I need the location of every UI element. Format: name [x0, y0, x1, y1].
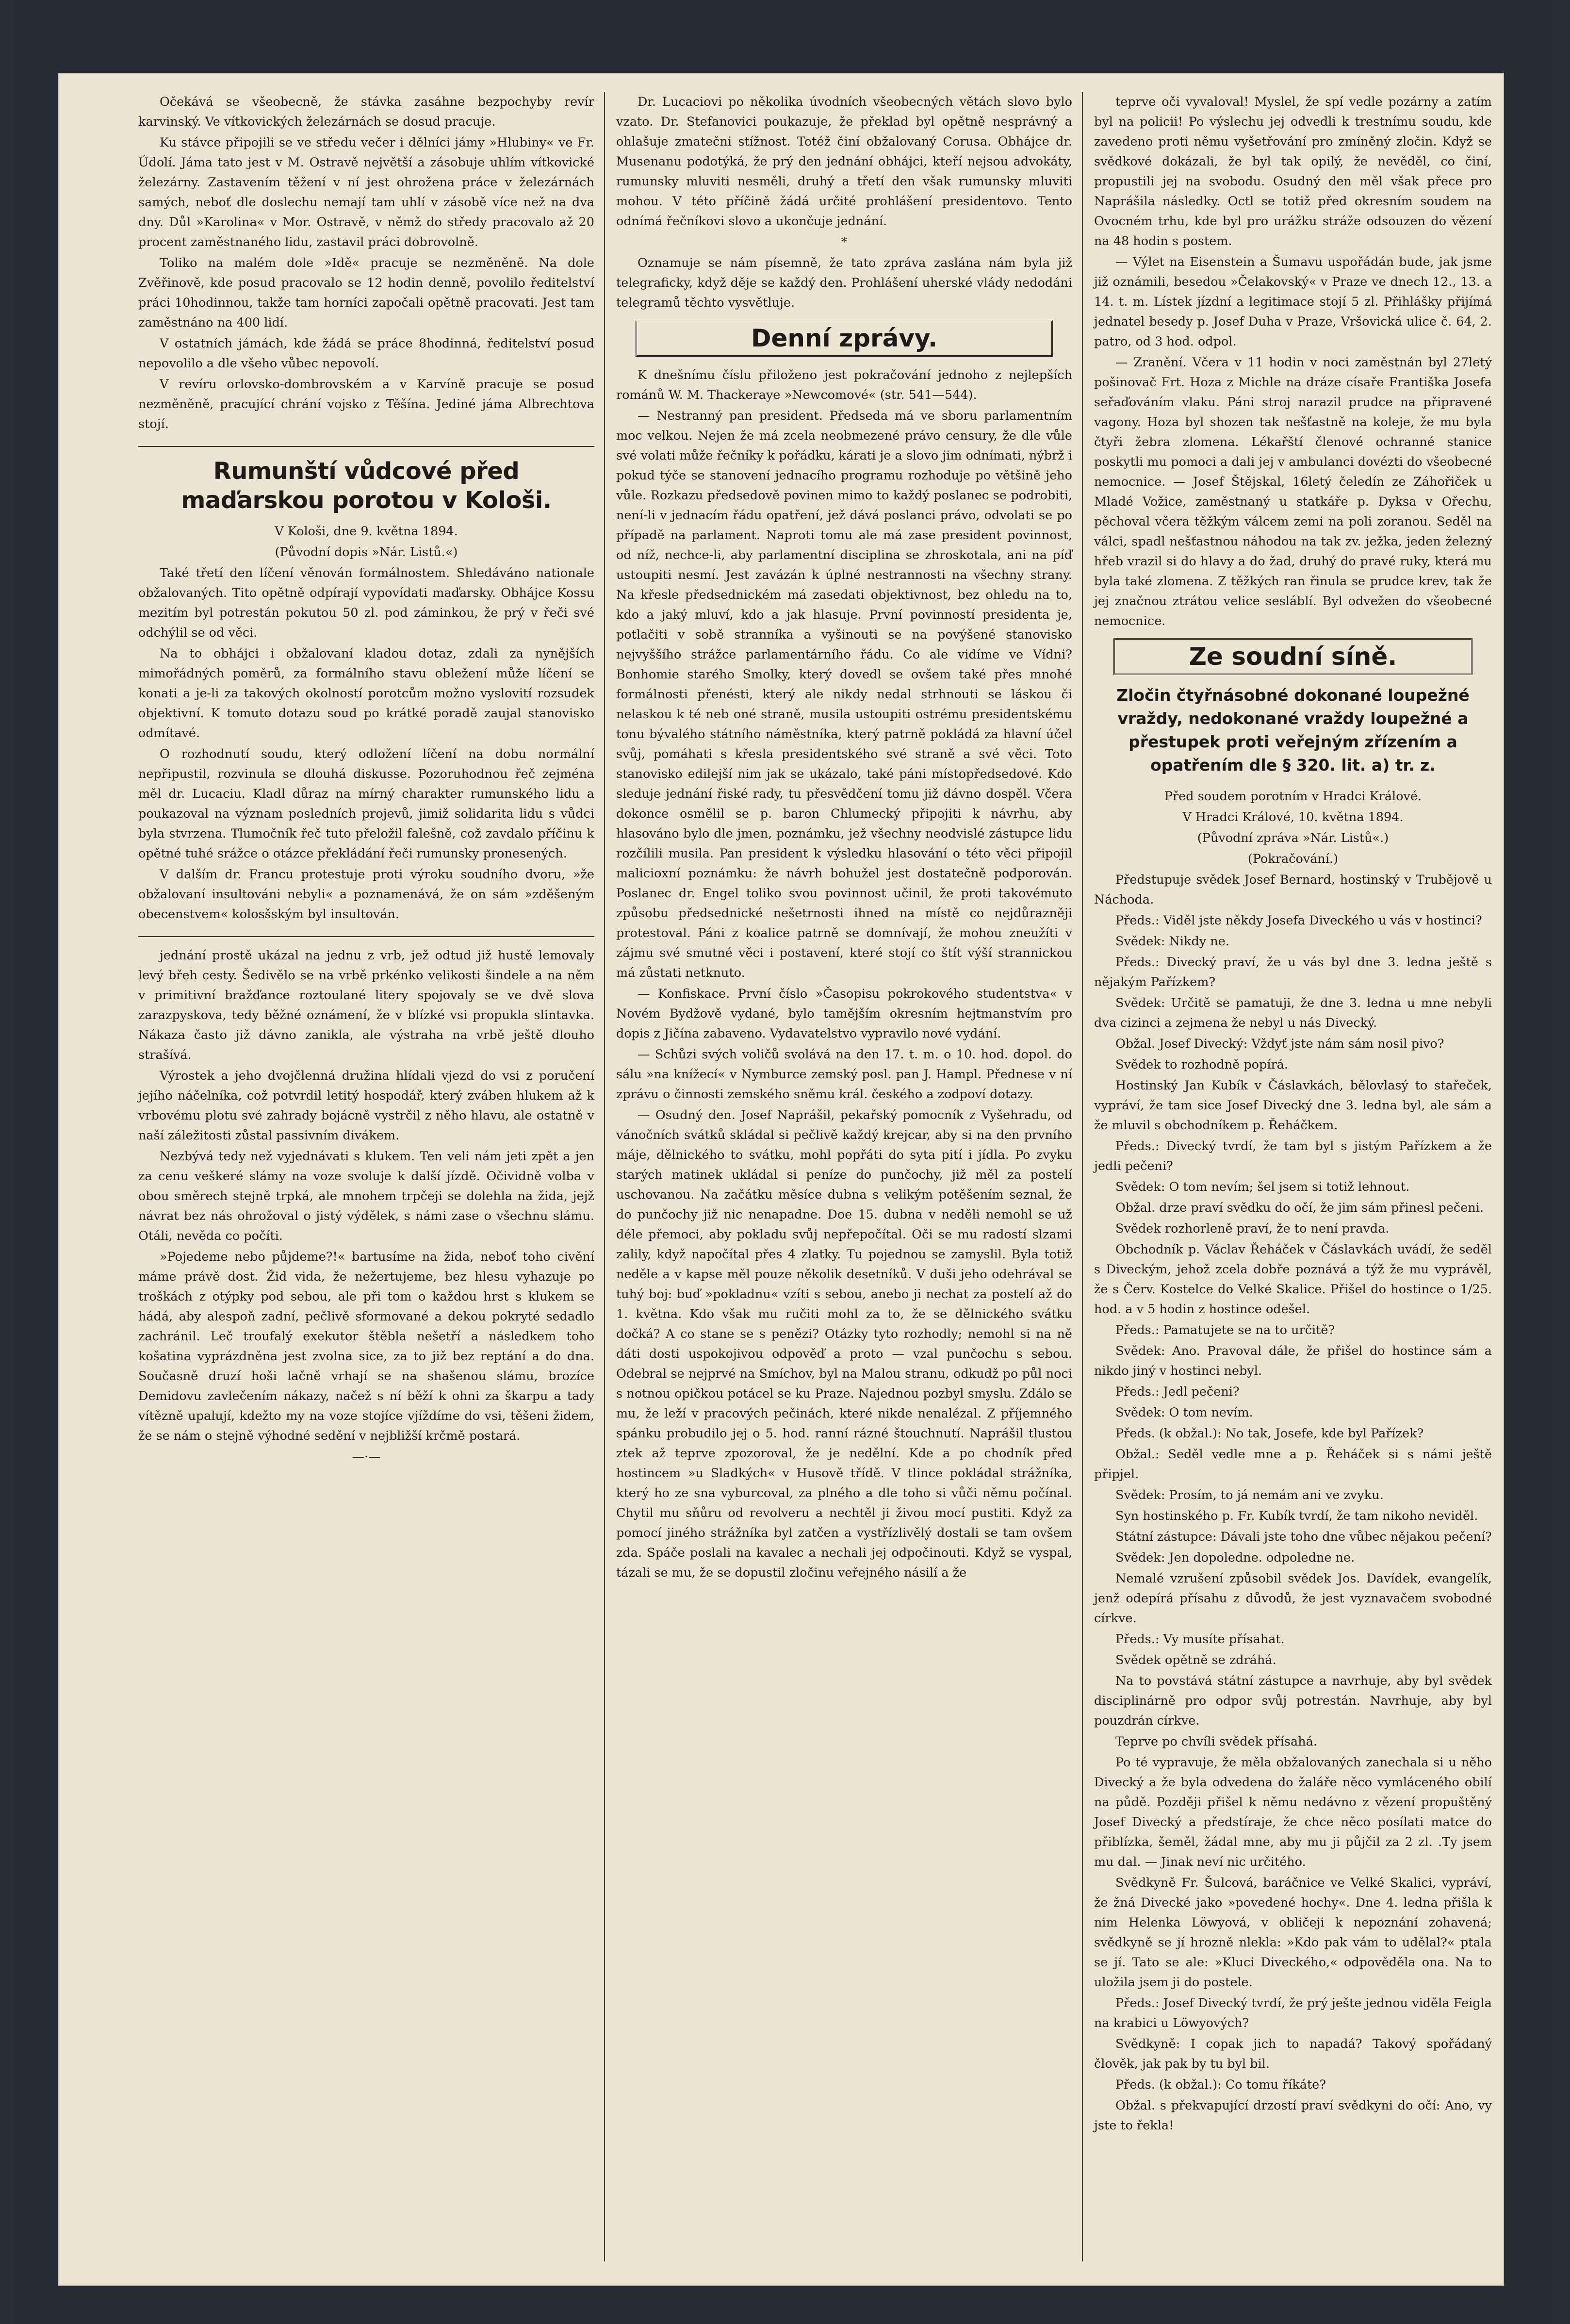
- transcript-line: Svědek: Jen dopoledne. odpoledne ne.: [1115, 1550, 1355, 1565]
- paragraph: Toliko na malém dole »Idě« pracuje se nezměněně. Na dole Zvěřinově, kde posud pracovalo se 12 hodin denně, povolilo ředitelství práci 10hodinnou, takže tam horníci započali opětně pracovati. Jest tam zaměstnáno na 400 lidí.: [138, 256, 594, 330]
- article-headline: Rumunští vůdcové před maďarskou porotou v Kološi.: [181, 458, 552, 514]
- news-item: — Nestranný pan president. Předseda má ve sboru parlamentním moc velkou. Nejen že má zcela neobmezené právo censury, že dle vůle své volati může řečníky k pořádku, kárati je a slovo jim odnímati, nýbrž i pokud týče se stanovení jednacího programu rozhoduje po většině jeho vůle. Rozkazu předsedově povinen mimo to každý poslanec se podrobiti, není-li v jednacím řádu opatření, jež dává poslanci právo, odvolati se po případě na parlament. Naproti tomu ale má zase president povinnost, od níž, nechce-li, aby parlamentní disciplina se zhroskotala, ani na píď ustoupiti nesmí. Jest zavázán k úplné nestrannosti na všechny strany. Na křesle předsednickém má zasedati objektivnost, bez ohledu na to, kdo a jaký mluví, kdo a jak hlasuje. První povinností presidenta je, potlačiti v sobě stranníka a vyšinouti se na povýšené stanovisko nejvyššího strážce parlamentárního řádu. Co ale vidíme ve Vídni? Bonhomie starého Smolky, který dovedl se ovšem také přes mnohé formálnosti přenésti, který ale nikdy nedal strhnouti se láskou či nelaskou k té neb oné straně, musila ustoupiti ostrému presidentskému tonu bývalého státního náměstníka, který patrně pokládá za hlavní účel svůj, pomáhati s křesla presidentského své straně a své věci. Toto stanovisko edilejší nim jak se ukázalo, také páni místopředsedové. Kdo sleduje jednání řiské rady, tu přesvědčení tomu již dávno dospěl. Včera dokonce osmělil se p. baron Chlumecký připojiti k návrhu, aby hlasováno bylo dle jmen, poznámku, jež všechny neodvislé zástupce lidu rozčílili musila. Pan president k výsledku hlasování o této věci připojil malicioxní poznámku: že návrh bohužel jest dostatečně podporován. Poslanec dr. Engel toliko svou povinnost učinil, že proti takovémuto způsobu předsednické nešetrnosti ihned na místě co nejdůrazněji protestoval. Páni z koalice patrně se domnívají, že mohou zneužíti v zájmu své smutné věci i postavení, které stojí co štít výší strannickou má zůstati netknuto.: [616, 409, 1072, 980]
- paragraph: V ostatních jámách, kde žádá se práce 8hodinná, ředitelství posud nepovolilo a dle všeho vůbec nepovolí.: [138, 336, 594, 371]
- court-headline: Zločin čtyřnásobné dokonané loupežné vraždy, nedokonané vraždy loupežné a přestupek proti veřejným zřízením a opatřením dle § 320. lit. a) tr. z.: [1116, 686, 1470, 775]
- paragraph: V dalším dr. Francu protestuje proti výroku soudního dvoru, »že obžalovaní insultováni nebyli« a poznamenává, že on sám »zděšeným obecenstvem« kolosšským byl insultován.: [138, 867, 594, 922]
- news-item: teprve oči vyvaloval! Myslel, že spí vedle pozárny a zatím byl na policii! Po výslechu jej odvedli k trestnímu soudu, kde zavedeno proti němu vyšetřování pro zmíněný zločin. Když se svědkové dokázali, že byl tak opilý, že nevěděl, co činí, propustili jej na svobodu. Osudný den měl však přece pro Naprášila následky. Octl se totiž před okresním soudem na Ovocném trhu, kde byl pro urážku stráže odsouzen do vězení na 48 hodin s postem.: [1094, 95, 1492, 248]
- source-note: (Původní zpráva »Nár. Listů«.): [1197, 831, 1389, 845]
- paragraph: Oznamuje se nám písemně, že tato zpráva zaslána nám byla již telegraficky, když děje se každý den. Prohlášení uherské vlády nedodáni telegramů těchto vysvětluje.: [616, 256, 1072, 310]
- transcript-line: Předstupuje svědek Josef Bernard, hostinský v Trubějově u Náchoda.: [1094, 873, 1492, 907]
- column-1: [138, 92, 594, 1468]
- news-item: — Konfiskace. První číslo »Časopisu pokrokového studentstva« v Novém Bydžově vydané, bylo tamějším okresním hejtmanstvím pro dopis z Jičína zabaveno. Vydavatelstvo vypravilo nové vydání.: [616, 987, 1072, 1041]
- court-transcript: [1094, 870, 1492, 2136]
- transcript-line: Svědek rozhorleně praví, že to není pravda.: [1115, 1221, 1390, 1236]
- paragraph: »Pojedeme nebo půjdeme?!« bartusíme na žida, neboť toho civění máme právě dost. Žid vida, že nežertujeme, bez hlesu vyhazuje po troškách z otýpky pod sebou, ale při tom o každou hrst s klukem se hádá, aby alespoň zadní, pečlivě sformované a dekou pokryté sedadlo zachránil. Leč troufalý exekutor štěbla nešetří a následkem toho košatina vyprázdněna jest zvolna sice, za to již bez reptání a do dna. Současně druzí hoši lačně vrhají se na shašenou slámu, brozíce Demidovu zavlečením nákazy, načež s ní běží k ohni za škarpu a tady vítězně upalují, kdežto my na voze stojíce vjíždíme do vsi, těšeni židem, že se nám o stejně výhodné sedění v nejbližší krčmě postará.: [138, 1250, 594, 1443]
- note: [616, 253, 1072, 313]
- paragraph: Očekává se všeobecně, že stávka zasáhne bezpochyby revír karvinský. Ve vítkovických železárnách se dosud pracuje.: [138, 95, 594, 129]
- daily-news: [616, 406, 1072, 1583]
- end-mark: —·—: [352, 1450, 381, 1464]
- paragraph: jednání prostě ukázal na jednu z vrb, jež odtud již hustě lemovaly levý břeh cesty. Šedivělo se na vrbě prkénko velikosti šindele a na něm v primitivní bražďance roztoulané litery spojovaly se ve dvě slova zarazpyskova, tedy běžné oznámení, že v blízké vsi propukla slintavka. Nákaza často již dávno zanikla, ale výstraha na vrbě ještě dlouho strašívá.: [138, 948, 594, 1062]
- dateline: V Hradci Králové, 10. května 1894.: [1182, 810, 1404, 824]
- transcript-line: Svědek: Ano. Pravoval dále, že přišel do hostince sám a nikdo jiný v hostinci nebyl.: [1094, 1344, 1492, 1378]
- newspaper-page: [58, 73, 1504, 2286]
- article-body: [138, 563, 594, 924]
- column-rule: [1082, 92, 1083, 2261]
- transcript-line: Svědek: Nikdy ne.: [1115, 934, 1229, 949]
- court-name: Před soudem porotním v Hradci Králové.: [1164, 789, 1422, 804]
- paragraph: Ku stávce připojili se ve středu večer i dělníci jámy »Hlubiny« ve Fr. Údolí. Jáma tato jest v M. Ostravě největší a zásobuje uhlím vítkovické železárny. Zastavením těžení v ní jest ohrožena práce v železárnách samých, neboť dle doslechu nemají tam uhlí v zásobě více než na dva dny. Důl »Karolina« v Mor. Ostravě, v němž do středy pracovalo až 20 procent zaměstnaného lidu, zastavil práci dobrovolně.: [138, 135, 594, 249]
- column-3: [1094, 92, 1492, 2137]
- transcript-line: Obchodník p. Václav Řeháček v Čáslavkách uvádí, že seděl s Diveckým, jehož zcela dobře poznává a týž že mu vyprávěl, že s Červ. Kostelce do Velké Skalice. Přišel do hostince o 1/25. hod. a v 5 hodin z hostince odešel.: [1094, 1242, 1492, 1317]
- transcript-line: Svědkyně Fr. Šulcová, baráčnice ve Velké Skalici, vypráví, že žná Divecké jako »povedené hochy«. Dne 4. ledna přišla k nim Helenka Löwyová, v obličeji k nepoznání zohavená; svědkyně se jí hrozně nlekla: »Kdo pak vám to udělal?« ptala se jí. Tato se ale: »Kluci Diveckého,« odpověděla ona. Na to uložila jsem ji do postele.: [1094, 1876, 1492, 1990]
- news-item: — Zranění. Včera v 11 hodin v noci zaměstnán byl 27letý pošinovač Frt. Hoza z Michle na dráze císaře Františka Josefa seřaďováním vlaku. Páni stroj narazil prudce na připravené vagony. Hoza byl shozen tak nešťastně na koleje, že mu byla čtyři žebra zlomena. Lékařští členové ochranné stanice poskytli mu pomoci a dali jej v ambulanci dovézti do všeobecné nemocnice. — Josef Štějskal, 16letý čeledín ze Záhořiček u Mladé Vožice, zaměstnaný u statkáře p. Dyksa v Ořechu, pěchoval včera těžkým válcem zemi na poli zoranou. Seděl na válci, spadl nešťastnou náhodou na tak zv. ježka, jeden železný hřeb vrazil si do hlavy a do žad, druhý do pravé ruky, která mu byla také zlomena. Z těžkých ran řinula se prudce krev, tak že jej značnou ztrátou velice sesláblí. Byl odvežen do všeobecné nemocnice.: [1094, 355, 1492, 628]
- transcript-line: Svědek: Prosím, to já nemám ani ve zvyku.: [1115, 1488, 1384, 1502]
- news-item: — Schůzi svých voličů svolává na den 17. t. m. o 10. hod. dopol. do sálu »na knížecí« v Nymburce zemský posl. pan J. Hampl. Přednese v ní zprávu o činnosti zemského sněmu král. českého a zodpoví dotazy.: [616, 1047, 1072, 1102]
- divider: [138, 446, 594, 447]
- paragraph: Výrostek a jeho dvojčlenná družina hlídali vjezd do vsi z poručení jejího náčelníka, což potvrdil letitý hospodář, který zváben hlukem až k vrbovému plotu své zahrady bojácně vystrčil z něho hlavu, ale ostatně v naší záležitosti zůstal passivním divákem.: [138, 1069, 594, 1143]
- paragraph: O rozhodnutí soudu, který odložení líčení na dobu normální nepřipustil, rozvinula se dlouhá diskusse. Pozoruhodnou řeč zejména měl dr. Lucaciu. Kladl důraz na mírný charakter rumunského lidu a poukazoval na význam posledních projevů, jimiž solidarita lidu s vůdci byla stvrzena. Tlumočník řeč tuto přeložil falešně, což zavdalo příčinu k opětné tuhé srážce o otázce překládání řeči rumunsky pronesených.: [138, 747, 594, 861]
- transcript-line: Obžal. s překvapující drzostí praví svědkyni do očí: Ano, vy jste to řekla!: [1094, 2098, 1492, 2133]
- transcript-line: Předs. (k obžal.): Co tomu říkáte?: [1115, 2077, 1326, 2092]
- transcript-line: Předs.: Josef Divecký tvrdí, že prý ješte jednou viděla Feigla na krabici u Löwyových?: [1094, 1996, 1492, 2030]
- transcript-line: Svědek to rozhodně popírá.: [1115, 1057, 1288, 1072]
- separator-star: *: [841, 235, 848, 249]
- transcript-line: Obžal. Josef Divecký: Vždyť jste nám sám nosil pivo?: [1115, 1037, 1444, 1051]
- news-item: — Výlet na Eisenstein a Šumavu uspořádán bude, jak jsme již oznámili, besedou »Čelakovský« v Praze ve dnech 12., 13. a 14. t. m. Lístek jízdní a legitimace stojí 5 zl. Přihlášky přijímá jednatel besedy p. Josef Duha v Praze, Vršovická ulice č. 64, 2. patro, od 3 hod. odpol.: [1094, 255, 1492, 349]
- transcript-line: Na to povstává státní zástupce a navrhuje, aby byl svědek disciplinárně pro odpor svůj potrestán. Navrhuje, aby byl pouzdrán církve.: [1094, 1674, 1492, 1728]
- transcript-line: Svědek: O tom nevím.: [1115, 1405, 1253, 1420]
- transcript-line: Po té vypravuje, že měla obžalovaných zanechala si u něho Divecký a že byla odvedena do žaláře něco vymláceného obilí na půdě. Později přišel k němu nedávno z vězení propuštěný Josef Divecký a předstíraje, že chce něco posílati matce do přiblízka, šeměl, žádal mne, aby mu ji půjčil za 2 zl. .Ty jsem mu dal. — Jinak neví nic určitého.: [1094, 1755, 1492, 1869]
- transcript-line: Předs.: Pamatujete se na to určitě?: [1115, 1323, 1335, 1337]
- transcript-line: Předs. (k obžal.): No tak, Josefe, kde byl Pařízek?: [1115, 1426, 1424, 1441]
- transcript-line: Syn hostinského p. Fr. Kubík tvrdí, že tam nikoho neviděl.: [1115, 1509, 1478, 1523]
- paragraph: Dr. Lucaciovi po několika úvodních všeobecných větách slovo bylo vzato. Dr. Stefanovici poukazuje, že překlad byl opětně nesprávný a ohlašuje zmatečni stížnost. Totéž činí obžalovaný Corusa. Obhájce dr. Musenanu podotýká, že prý den jednání obhájci, kteří nejsou advokáty, rumunsky mluviti nesměli, druhý a třetí den však rumunsky mluviti mohou. V této příčině žádá určité prohlášení presidentovo. Tento odnímá řečníkovi slovo a ukončuje jednání.: [616, 95, 1072, 229]
- column-2: [616, 92, 1072, 1584]
- transcript-line: Obžal. drze praví svědku do očí, že jim sám přinesl pečeni.: [1115, 1201, 1484, 1215]
- article-continuation: [616, 92, 1072, 231]
- paragraph: Nezbývá tedy než vyjednávati s klukem. Ten veli nám jeti zpět a jen za cenu veškeré slámy na voze svoluje k další jízdě. Očividně volba v obou směrech stejně trpká, ale mnohem trpčeji se dolehla na žida, jejž návrat bez nás ohrožoval o jistý výdělek, s námi zase o všechnu slámu. Otáli, nevěda co počíti.: [138, 1149, 594, 1243]
- section-title: Denní zprávy.: [636, 320, 1053, 357]
- news-continuation: [1094, 92, 1492, 631]
- transcript-line: Svědek: Určitě se pamatuji, že dne 3. ledna u mne nebyli dva cizinci a zejmena že nebyl u nás Divecký.: [1094, 996, 1492, 1030]
- transcript-line: Předs.: Divecký praví, že u vás byl dne 3. ledna ještě s nějakým Pařízkem?: [1094, 955, 1492, 989]
- transcript-line: Svědek: O tom nevím; šel jsem si totiž lehnout.: [1115, 1180, 1410, 1194]
- transcript-line: Předs.: Divecký tvrdí, že tam byl s jistým Pařízkem a že jedli pečeni?: [1094, 1139, 1492, 1173]
- transcript-line: Teprve po chvíli svědek přísahá.: [1115, 1734, 1317, 1749]
- transcript-line: Předs.: Jedl pečeni?: [1115, 1385, 1240, 1399]
- supplement-notice: K dnešnímu číslu přiloženo jest pokračování jednoho z nejlepších románů W. M. Thackeraye »Newcomové« (str. 541—544).: [616, 368, 1072, 402]
- section-title: Ze soudní síně.: [1113, 638, 1472, 675]
- transcript-line: Svědek opětně se zdráhá.: [1115, 1653, 1276, 1667]
- transcript-line: Státní zástupce: Dávali jste toho dne vůbec nějakou pečení?: [1115, 1530, 1492, 1544]
- paragraph: Také třetí den líčení věnován formálnostem. Shledáváno nationale obžalovaných. Tito opětně odpírají vypovídati maďarsky. Obhájce Kossu mezitím byl potrestán pokutou 50 zl. pod záminkou, že prý v řeči své odchýlil se od věci.: [138, 566, 594, 640]
- continuation-note: (Pokračování.): [1247, 852, 1339, 866]
- news-item: — Osudný den. Josef Naprášil, pekařský pomocník z Vyšehradu, od vánočních svátků skládal si pečlivě každý krejcar, aby si na den prvního máje, dělnického to svátku, mohl popřáti do syta pití i jídla. Po zvyku starých matinek ukládal si peníze do punčochy, již měl za postelí uschovanou. Na začátku měsíce dubna s velikým potěšením seznal, že do punčochy již nic nenapadne. Doe 15. dubna v neděli nemohl se už déle přemoci, aby pokladu svůj nepřepočítal. Oči se mu radostí slzami zalily, když napočítal přes 4 zlatky. Tu pojednou se zamyslil. Byla totiž neděle a v kapse měl pouze několik desetníků. V duši jeho odehrával se tuhý boj: buď »pokladnu« vzíti s sebou, anebo ji nechat za postelí až do 1. května. Kdo však mu ručiti mohl za to, že se dělnického svátku dočká? A co stane se s penězi? Otázky tyto rozhodly; nemohl si na ně dáti dosti uspokojivou odpověď a proto — vzal punčochu s sebou. Odebral se nejprvé na Smíchov, byl na Malou stranu, odkudž po půl noci s notnou opičkou potácel se ku Praze. Najednou pozbyl smyslu. Zdálo se mu, že leží v pracových pečinách, které nikde nenalézal. Z příjemného spánku probudilo jej o 5. hod. ranní rázné štouchnutí. Naprášil tlustou ztek až teprve zpozoroval, že je nedělní. Kde a po chodník před hostincem »u Sladkých« v Husově třídě. V tlince pokládal strážníka, který ho ze sna vyburcoval, za plného a dle toho si vůči němu počínal. Chytil mu sňůru od revolveru a nechtěl ji živou mocí pustiti. Když za pomocí jiného strážníka byl zatčen a vystřízlivělý dostali se tam ovšem zda. Spáče poslali na kavalec a nechali jej odpočinouti. Když se vyspal, tázali se mu, že se dopustil zločinu veřejného násilí a že: [616, 1108, 1072, 1580]
- strike-report: [138, 92, 594, 434]
- transcript-line: Předs.: Vy musíte přísahat.: [1115, 1632, 1285, 1647]
- transcript-line: Nemalé vzrušení způsobil svědek Jos. Davídek, evangelík, jenž odepírá přísahu z důvodů, že jest vyznavačem svobodné církve.: [1094, 1571, 1492, 1626]
- transcript-line: Svědkyně: I copak jich to napadá? Takový spořádaný člověk, jak pak by tu byl bil.: [1094, 2037, 1492, 2071]
- column-rule: [604, 92, 605, 2261]
- divider: [138, 936, 594, 937]
- feuilleton: [138, 946, 594, 1446]
- dateline: V Kološi, dne 9. května 1894.: [275, 524, 458, 539]
- transcript-line: Obžal.: Seděl vedle mne a p. Řeháček si s námi ještě připjel.: [1094, 1447, 1492, 1482]
- paragraph: V revíru orlovsko-dombrovském a v Karvíně pracuje se posud nezměněně, pracující chrání vojsko z Těšína. Jediné jáma Albrechtova stojí.: [138, 377, 594, 431]
- transcript-line: Hostinský Jan Kubík v Čáslavkách, bělovlasý to stařeček, vypráví, že tam sice Josef Divecký dne 3. ledna byl, ale sám a že mluvil s obchodníkem p. Řeháčkem.: [1094, 1078, 1492, 1133]
- transcript-line: Předs.: Viděl jste někdy Josefa Diveckého u vás v hostinci?: [1115, 913, 1482, 928]
- paragraph: Na to obhájci i obžalovaní kladou dotaz, zdali za nynějších mimořádných poměrů, za formálního stavu obležení může líčení se konati a je-li za takových okolností porotcům možno vyslovití rozsudek objektivní. K tomuto dotazu soud po krátké poradě zaujal stanovisko odmítavé.: [138, 646, 594, 741]
- source-note: (Původní dopis »Nár. Listů.«): [275, 545, 458, 560]
